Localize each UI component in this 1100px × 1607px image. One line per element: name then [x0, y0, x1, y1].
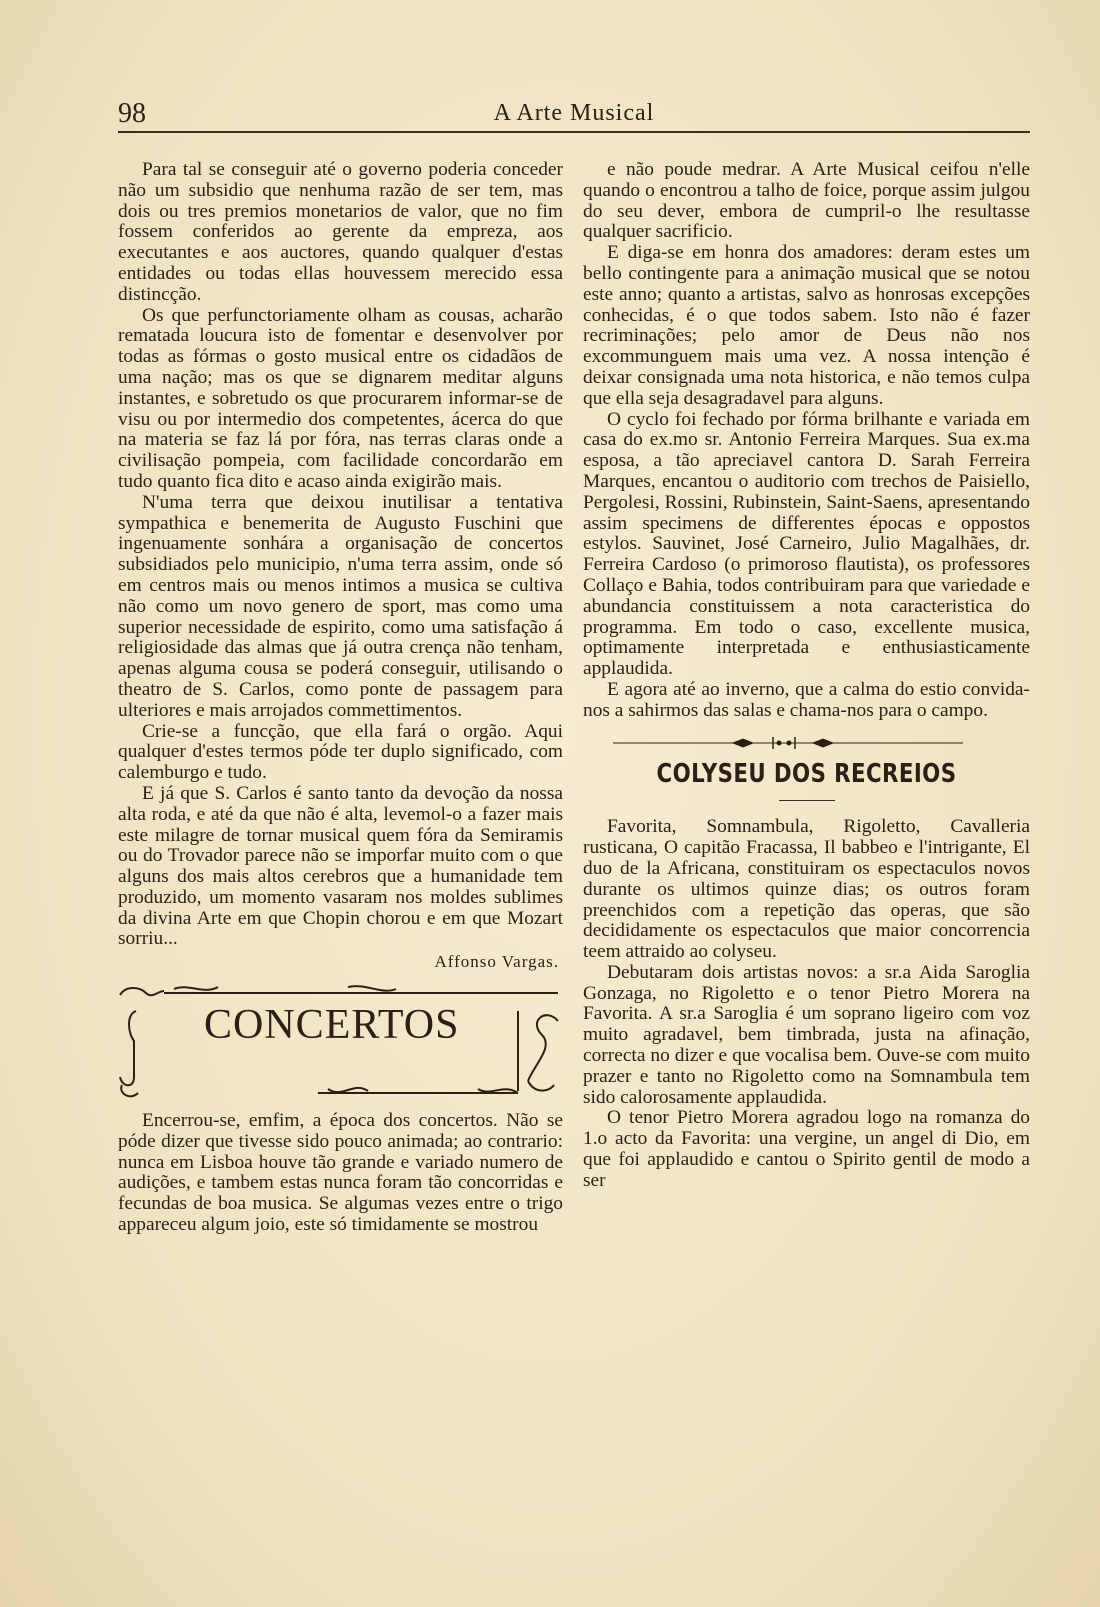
top-swash-right	[348, 986, 396, 991]
page-number: 98	[118, 98, 146, 129]
paragraph: Debutaram dois artistas novos: a sr.a Aida Saroglia Gonzaga, no Rigoletto e o tenor Pietro Morera na Favorita. A sr.a Saroglia é um soprano ligeiro com voz muito agradavel, bem timbrada, justa na afinação, correcta no dizer e que vocalisa bem. Ouve-se com muito prazer e tanto no Rigoletto como na Somnambula tem sido calorosamente applaudida.	[583, 961, 1030, 1108]
section-divider	[583, 728, 1030, 758]
right-swirl	[528, 1081, 554, 1091]
paragraph: O cyclo foi fechado por fórma brilhante e variada em casa do ex.mo sr. Antonio Ferreira Marques. Sua ex.ma esposa, a tão apreciavel cantora D. Sarah Ferreira Marques, encantou o auditorio com trechos de Paisiello, Pergolesi, Rossini, Rubinstein, Saint-Saens, apresentando assim specimens de differentes épocas e oppostos estylos. Sauvinet, José Carneiro, Julio Magalhães, dr. Ferreira Cardoso (o primoroso flautista), os professores Collaço e Bahia, todos contribuiram para que variedade e abundancia constituissem a nota caracteristica do programma. Em todo o caso, excellente musica, optimamente interpretada e enthusiasticamente applaudida.	[583, 408, 1030, 680]
header-rule	[118, 131, 1030, 133]
left-swirl	[121, 1085, 138, 1096]
right-column	[583, 160, 1030, 1192]
diamond-ornament	[733, 739, 753, 747]
paragraph: e não poude medrar. A Arte Musical ceifou n'elle quando o encontrou a talho de foice, porque assim julgou do seu dever, embora de cumpril-o lhe resultasse qualquer sacrificio.	[583, 159, 1030, 243]
section-title: COLYSEU DOS RECREIOS	[656, 758, 957, 789]
paragraph: N'uma terra que deixou inutilisar a tentativa sympathica e benemerita de Augusto Fuschini que ingenuamente sonhára a organisação de concertos subsidiados pelo municipio, n'uma terra assim, onde só em centros mais ou menos intimos a musica se cultiva não como um novo genero de sport, mas como uma superior necessidade de espirito, como uma satisfação á religiosidade das almas que já outra crença não tenham, apenas alguma cousa se poderá conseguir, utilisando o theatro de S. Carlos, como ponte de passagem para ulteriores e mais arrojados commettimentos.	[118, 491, 563, 721]
left-curl	[120, 1011, 136, 1085]
page-header	[118, 98, 1030, 134]
concertos-heading	[118, 981, 563, 1105]
paragraph: Para tal se conseguir até o governo poderia conceder não um subsidio que nenhuma razão de ser tem, mas dois ou tres premios monetarios de valor, que no fim fossem conferidos ao gerente da empreza, aos executantes e aos auctores, quando qualquer d'estas entidades ou todas ellas houvessem merecido essa distincção.	[118, 159, 563, 305]
ornamental-rule	[583, 728, 1030, 758]
paragraph: E já que S. Carlos é santo tanto da devoção da nossa alta roda, e até da que não é alta, levemol-o a fazer mais este milagre de tornar musical quem fóra da Semiramis ou do Trovador parece não se imporfar muito com o que alguns dos mais altos cerebros que a humanidade tem produzido, um momento vasaram nos moldes sublimes da divina Arte em que Chopin chorou e em que Mozart sorriu...	[118, 782, 563, 950]
paragraph: Crie-se a funcção, que ella fará o orgão. Aqui qualquer d'estes termos póde ter duplo significado, com calemburgo e tudo.	[118, 720, 563, 784]
paragraph: E diga-se em honra dos amadores: deram estes um bello contingente para a animação musical que se notou este anno; quanto a artistas, salvo as honrosas excepções conhecidas, é o que todos sabem. Isto não é fazer recriminações; pelo amor de Deus não nos excommunguem mais uma vez. A nossa intenção é deixar consignada uma nota historica, e não temos culpa que ella seja desagradavel para alguns.	[583, 242, 1030, 409]
paragraph: Os que perfunctoriamente olham as cousas, acharão rematada loucura isto de fomentar e desenvolver por todas as fórmas o gosto musical entre os cidadãos de uma nação; mas os que se dignarem meditar alguns instantes, e sobretudo os que procurarem informar-se de visu ou por intermedio dos competentes, ácerca do que na materia se faz lá por fóra, nas terras claras onde a civilisação pompeia, com facilidade concordarão em tudo quanto fica dito e acaso ainda exigirão mais.	[118, 304, 563, 492]
paragraph: O tenor Pietro Morera agradou logo na romanza do 1.o acto da Favorita: una vergine, un angel di Dio, em que foi applaudido e cantou o Spirito gentil de modo a ser	[583, 1107, 1030, 1191]
section-title: CONCERTOS	[204, 1002, 460, 1049]
paragraph: E agora até ao inverno, que a calma do estio convida-nos a sahirmos das salas e chama-nos para o campo.	[583, 678, 1030, 721]
bottom-swash	[328, 1088, 368, 1092]
right-curl	[528, 1015, 558, 1081]
author-signature: Affonso Vargas.	[434, 952, 559, 972]
running-title: A Arte Musical	[493, 100, 655, 126]
top-flourish	[120, 988, 164, 995]
top-swash	[174, 987, 218, 990]
left-column	[118, 160, 563, 1236]
paragraph: Encerrou-se, emfim, a época dos concertos. Não se póde dizer que tivesse sido pouco animada; ao contrario: nunca em Lisboa houve tão grande e variado numero de audições, e tambem estas nunca foram tão concorridas e fecundas de boa musica. Se algumas vezes entre o trigo appareceu algum joio, este só timidamente se mostrou	[118, 1110, 563, 1236]
paragraph: Favorita, Somnambula, Rigoletto, Cavalleria rusticana, O capitão Fracassa, Il babbeo e l'intrigante, El duo de la Africana, constituiram os espectaculos novos durante os ultimos quinze dias; os outros foram preenchidos com a repetição das operas, que são decididamente os espectaculos que maior concorrencia teem attraido ao colyseu.	[583, 816, 1030, 963]
diamond-ornament	[813, 739, 833, 747]
short-rule	[779, 800, 835, 801]
